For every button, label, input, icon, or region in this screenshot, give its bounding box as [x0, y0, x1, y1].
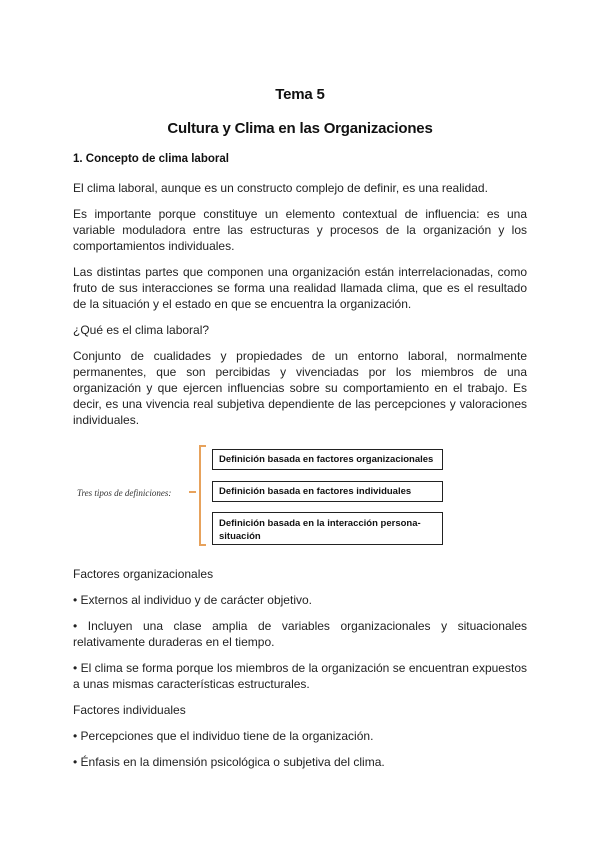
bullet-item: • Externos al individuo y de carácter objetivo.: [73, 593, 312, 607]
bullet-item: • Percepciones que el individuo tiene de la organización.: [73, 729, 374, 743]
definition-box-individual: Definición basada en factores individuales: [212, 481, 443, 502]
paragraph: Las distintas partes que componen una organización están interrelacionadas, como fruto de sus interacciones se forma una realidad llamada clima, que es el resultado de la situación y el estado en que se encuentra la organización.: [73, 265, 527, 311]
subheading-individual-factors: Factores individuales: [73, 703, 186, 717]
bullet-item: • El clima se forma porque los miembros de la organización se encuentran expuestos a unas mismas características estructurales.: [73, 661, 527, 691]
section-heading: 1. Concepto de clima laboral: [73, 153, 229, 165]
bullet-item: • Énfasis en la dimensión psicológica o subjetiva del clima.: [73, 755, 385, 769]
definition-box-organizational: Definición basada en factores organizacionales: [212, 449, 443, 470]
diagram-bracket: [199, 445, 206, 546]
paragraph: Es importante porque constituye un elemento contextual de influencia: es una variable moduladora entre las estructuras y procesos de la organización y los comportamientos individuales.: [73, 207, 527, 253]
document-subtitle: Cultura y Clima en las Organizaciones: [167, 120, 433, 137]
bullet-item: • Incluyen una clase amplia de variables organizacionales y situacionales relativamente duraderas en el tiempo.: [73, 619, 527, 649]
paragraph: Conjunto de cualidades y propiedades de un entorno laboral, normalmente permanentes, que son percibidas y vivenciadas por los miembros de una organización y que ejercen influencias sobre su comportamiento en el trabajo. Es decir, es una vivencia real subjetiva dependiente de las percepciones y valoraciones individuales.: [73, 349, 527, 427]
document-title: Tema 5: [275, 86, 325, 103]
diagram-connector: [189, 491, 196, 493]
question-line: ¿Qué es el clima laboral?: [73, 323, 210, 337]
subheading-organizational-factors: Factores organizacionales: [73, 567, 214, 581]
definition-box-interaction: Definición basada en la interacción persona-situación: [212, 512, 443, 545]
paragraph: El clima laboral, aunque es un constructo complejo de definir, es una realidad.: [73, 181, 488, 195]
diagram-label: Tres tipos de definiciones:: [77, 488, 172, 498]
